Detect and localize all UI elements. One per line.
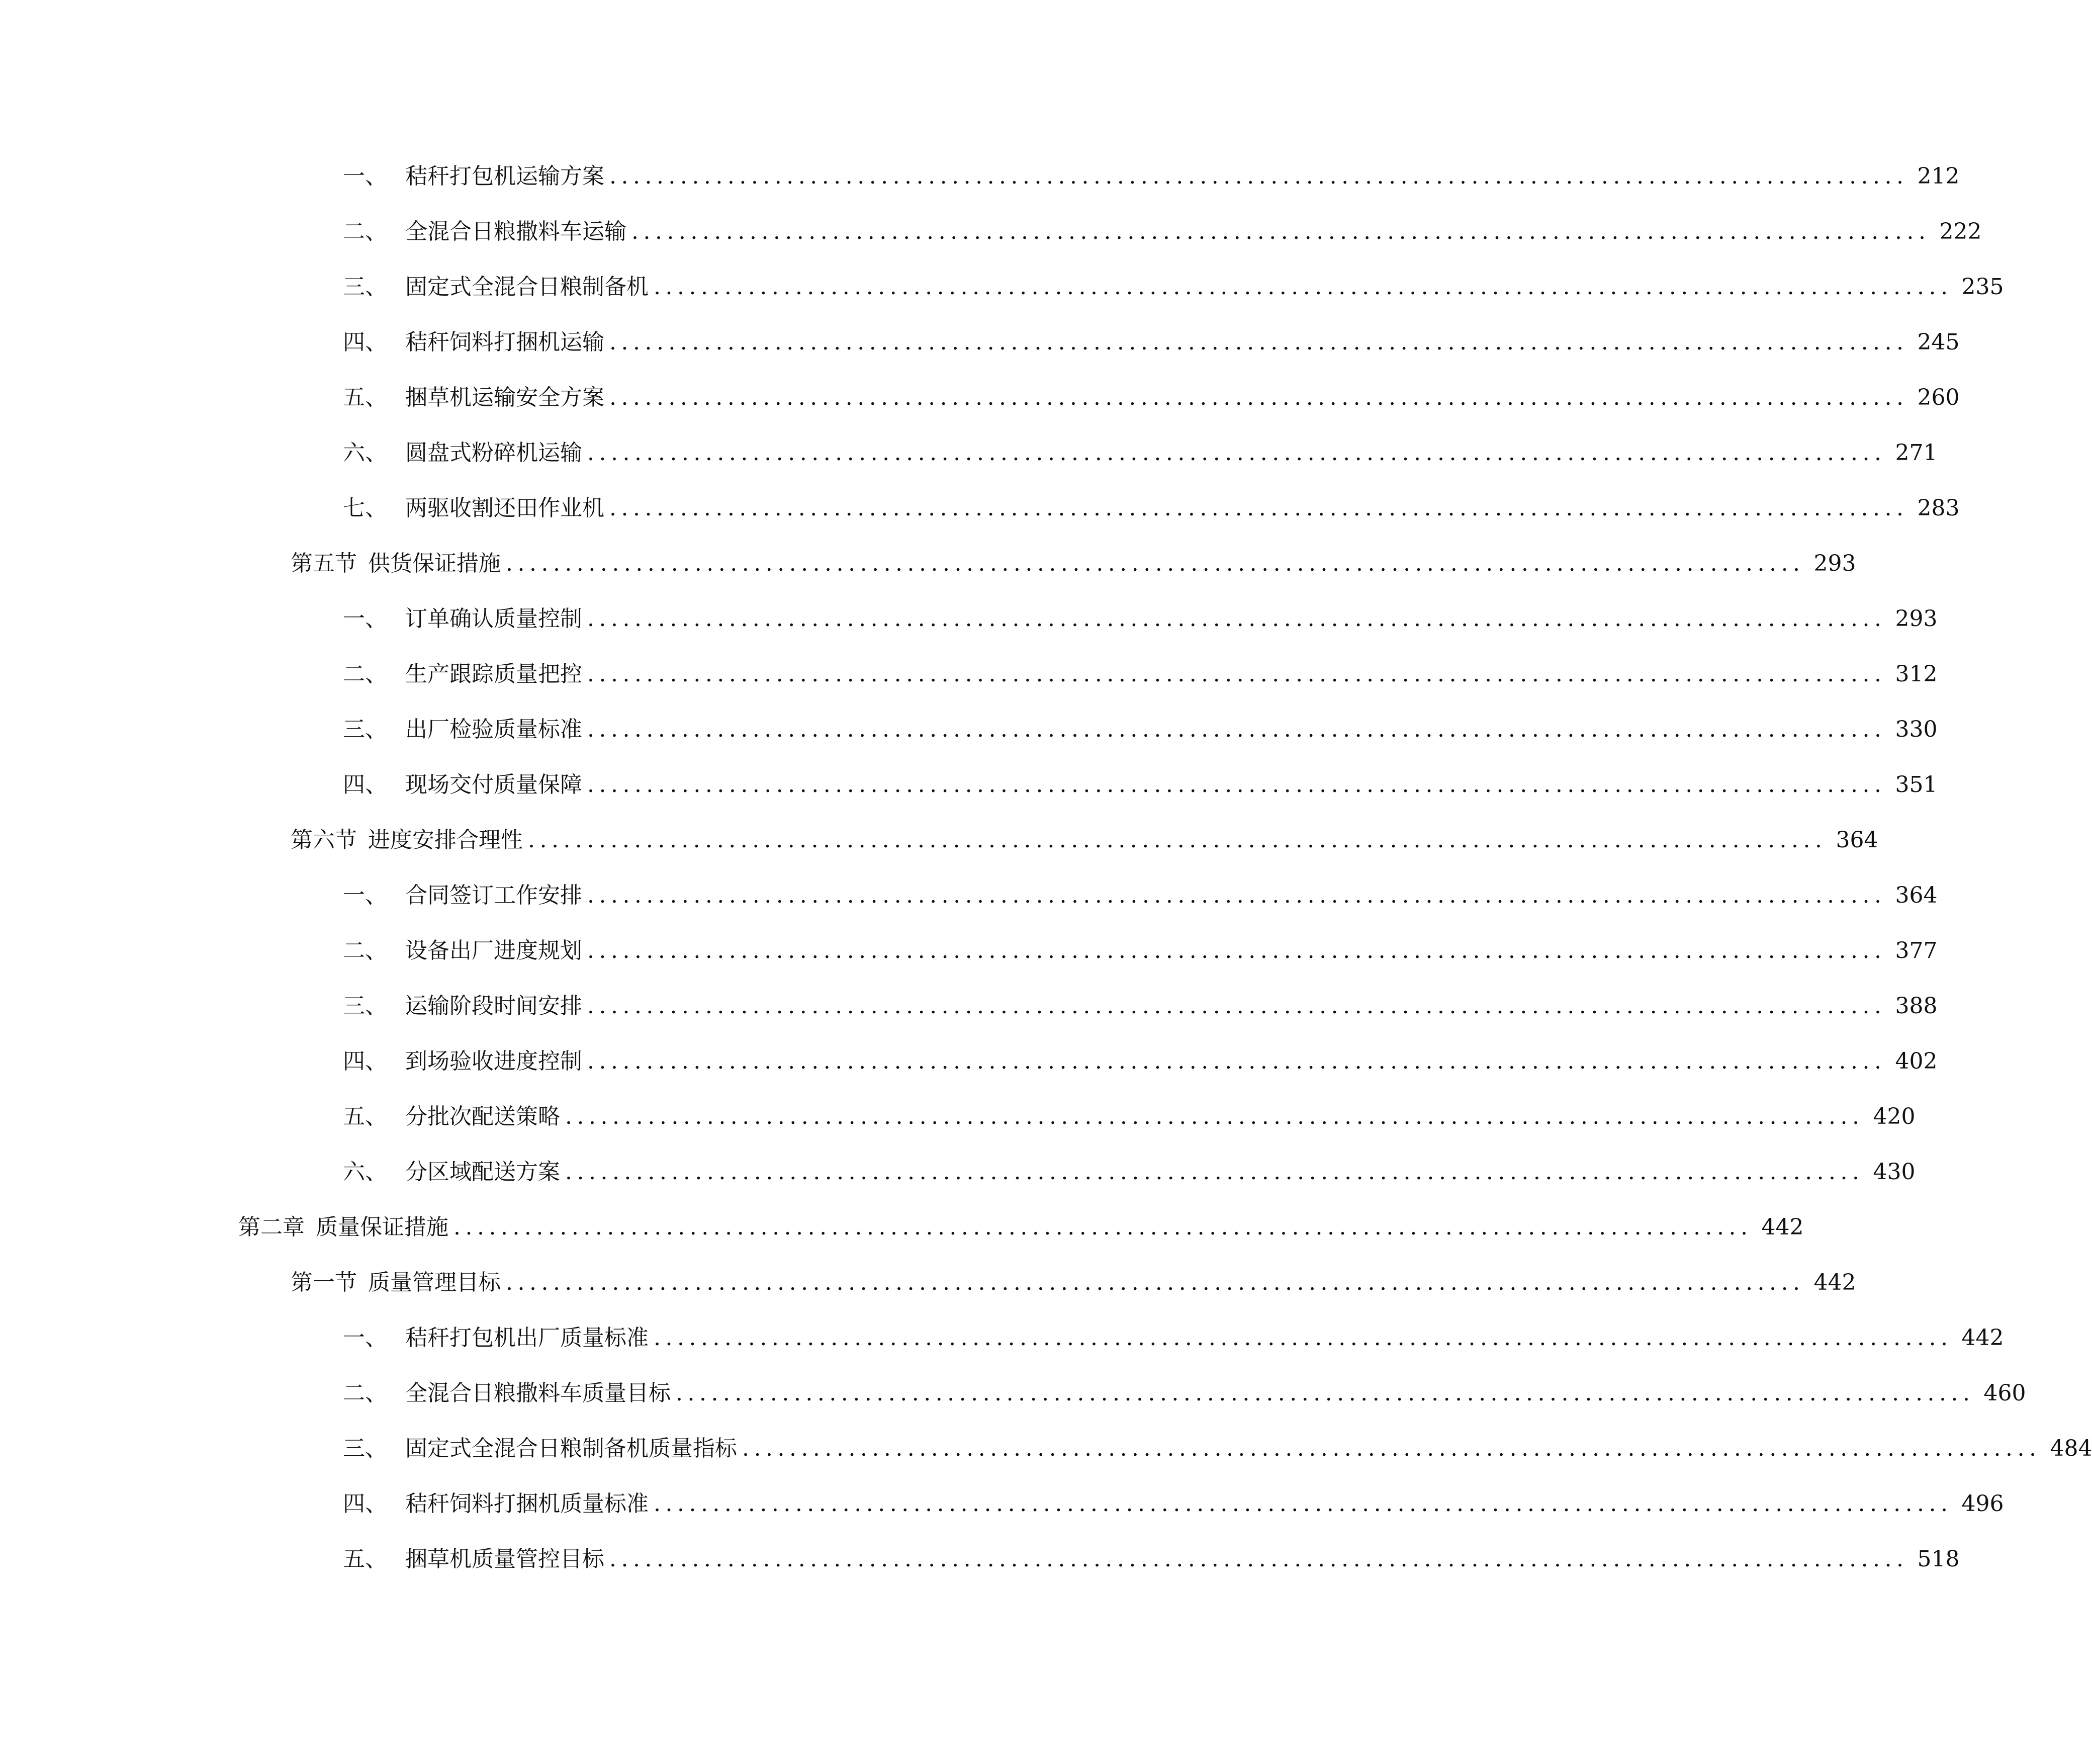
toc-entry[interactable] <box>343 602 1938 636</box>
toc-entry-page: 420 <box>1873 1104 1916 1129</box>
toc-entry-number: 四、 <box>343 329 387 355</box>
toc-entry-number: 六、 <box>343 1159 387 1185</box>
toc-entry-title: 固定式全混合日粮制备机质量指标 <box>405 1436 737 1461</box>
dot-leader: .............................................................................................................. <box>587 772 1886 798</box>
toc-entry[interactable] <box>343 713 1938 746</box>
toc-entry-page: 442 <box>1961 1325 2004 1351</box>
dot-leader: .............................................................................................................. <box>676 1380 1975 1406</box>
toc-entry-page: 402 <box>1895 1048 1938 1074</box>
toc-entry-number: 三、 <box>343 1436 387 1461</box>
toc-entry[interactable] <box>343 768 1938 802</box>
toc-entry-title: 质量保证措施 <box>316 1214 448 1240</box>
dot-leader: .............................................................................................................. <box>609 329 1908 355</box>
toc-entry-page: 364 <box>1836 827 1878 853</box>
dot-leader: .............................................................................................................. <box>565 1104 1864 1129</box>
toc-entry-page: 293 <box>1895 606 1938 632</box>
toc-entry[interactable] <box>343 934 1938 967</box>
toc-entry-page: 222 <box>1939 219 1982 244</box>
toc-entry-page: 351 <box>1895 772 1938 798</box>
toc-entry-number: 四、 <box>343 1048 387 1074</box>
toc-entry-title: 到场验收进度控制 <box>405 1048 582 1074</box>
dot-leader: .............................................................................................................. <box>654 1491 1953 1517</box>
toc-entry[interactable] <box>343 1321 2004 1355</box>
toc-entry-number: 第五节 <box>291 551 357 576</box>
toc-entry[interactable] <box>291 824 1878 857</box>
toc-entry-title: 运输阶段时间安排 <box>405 993 582 1019</box>
dot-leader: .............................................................................................................. <box>609 1546 1908 1572</box>
toc-entry-page: 460 <box>1983 1380 2026 1406</box>
dot-leader: .............................................................................................................. <box>587 440 1886 466</box>
toc-entry[interactable] <box>343 1432 2092 1465</box>
toc-entry-number: 一、 <box>343 1325 387 1351</box>
dot-leader: .............................................................................................................. <box>587 883 1886 908</box>
toc-entry-number: 二、 <box>343 938 387 963</box>
toc-entry-title: 进度安排合理性 <box>368 827 523 853</box>
toc-entry-title: 固定式全混合日粮制备机 <box>405 274 649 300</box>
toc-entry-page: 271 <box>1895 440 1938 466</box>
toc-entry-title: 秸秆打包机运输方案 <box>405 163 604 189</box>
toc-entry[interactable] <box>343 271 2004 304</box>
dot-leader: .............................................................................................................. <box>587 717 1886 742</box>
toc-entry-page: 260 <box>1917 385 1960 410</box>
toc-entry-number: 二、 <box>343 219 387 244</box>
toc-entry-title: 秸秆打包机出厂质量标准 <box>405 1325 649 1351</box>
toc-entry-number: 第一节 <box>291 1270 357 1295</box>
toc-entry[interactable] <box>291 1266 1856 1299</box>
toc-entry-title: 秸秆饲料打捆机质量标准 <box>405 1491 649 1517</box>
toc-entry-page: 484 <box>2050 1436 2092 1461</box>
toc-entry-number: 五、 <box>343 385 387 410</box>
toc-entry-number: 二、 <box>343 1380 387 1406</box>
toc-entry-title: 捆草机运输安全方案 <box>405 385 604 410</box>
toc-entry[interactable] <box>343 990 1938 1023</box>
toc-entry-title: 两驱收割还田作业机 <box>405 495 604 521</box>
toc-entry[interactable] <box>343 492 1960 525</box>
toc-entry-number: 四、 <box>343 1491 387 1517</box>
toc-entry-page: 212 <box>1917 163 1960 189</box>
dot-leader: .............................................................................................................. <box>742 1436 2041 1461</box>
toc-entry-title: 供货保证措施 <box>368 551 501 576</box>
toc-entry-title: 出厂检验质量标准 <box>405 717 582 742</box>
toc-entry[interactable] <box>343 1156 1916 1189</box>
dot-leader: .............................................................................................................. <box>631 219 1931 244</box>
toc-entry-title: 全混合日粮撒料车质量目标 <box>405 1380 671 1406</box>
toc-entry-title: 订单确认质量控制 <box>405 606 582 632</box>
toc-entry[interactable] <box>343 879 1938 912</box>
dot-leader: .............................................................................................................. <box>506 551 1805 576</box>
toc-entry-title: 质量管理目标 <box>368 1270 501 1295</box>
toc-entry-number: 六、 <box>343 440 387 466</box>
toc-entry-title: 分区域配送方案 <box>405 1159 560 1185</box>
toc-entry-title: 合同签订工作安排 <box>405 883 582 908</box>
dot-leader: .............................................................................................................. <box>654 274 1953 300</box>
toc-entry-page: 312 <box>1895 661 1938 687</box>
toc-entry[interactable] <box>343 1487 2004 1521</box>
toc-entry-number: 一、 <box>343 883 387 908</box>
toc-entry-page: 364 <box>1895 883 1938 908</box>
toc-entry-page: 377 <box>1895 938 1938 963</box>
toc-entry-number: 三、 <box>343 717 387 742</box>
toc-entry-page: 442 <box>1813 1270 1856 1295</box>
toc-entry-page: 496 <box>1961 1491 2004 1517</box>
toc-entry-page: 293 <box>1813 551 1856 576</box>
toc-entry-title: 全混合日粮撒料车运输 <box>405 219 626 244</box>
dot-leader: .............................................................................................................. <box>587 661 1886 687</box>
toc-entry-title: 生产跟踪质量把控 <box>405 661 582 687</box>
toc-entry-page: 235 <box>1961 274 2004 300</box>
toc-entry-page: 442 <box>1761 1214 1804 1240</box>
dot-leader: .............................................................................................................. <box>654 1325 1953 1351</box>
dot-leader: .............................................................................................................. <box>609 163 1908 189</box>
dot-leader: .............................................................................................................. <box>587 1048 1886 1074</box>
toc-entry[interactable] <box>343 381 1960 414</box>
toc-entry[interactable] <box>343 1377 2026 1410</box>
toc-entry-number: 五、 <box>343 1104 387 1129</box>
dot-leader: .............................................................................................................. <box>587 993 1886 1019</box>
toc-entry[interactable] <box>343 1100 1916 1133</box>
toc-entry-number: 第六节 <box>291 827 357 853</box>
toc-entry[interactable] <box>343 160 1960 193</box>
dot-leader: .............................................................................................................. <box>528 827 1827 853</box>
toc-entry[interactable] <box>343 1045 1938 1078</box>
toc-entry-number: 四、 <box>343 772 387 798</box>
toc-entry-title: 捆草机质量管控目标 <box>405 1546 604 1572</box>
toc-entry[interactable] <box>343 1543 1960 1576</box>
dot-leader: .............................................................................................................. <box>506 1270 1805 1295</box>
toc-entry-page: 518 <box>1917 1546 1960 1572</box>
toc-entry-title: 分批次配送策略 <box>405 1104 560 1129</box>
toc-entry-number: 五、 <box>343 1546 387 1572</box>
toc-entry-page: 430 <box>1873 1159 1916 1185</box>
toc-entry-number: 第二章 <box>238 1214 305 1240</box>
toc-entry-number: 二、 <box>343 661 387 687</box>
toc-entry-page: 330 <box>1895 717 1938 742</box>
toc-entry-title: 设备出厂进度规划 <box>405 938 582 963</box>
toc-entry-title: 圆盘式粉碎机运输 <box>405 440 582 466</box>
toc-entry[interactable] <box>343 215 1982 248</box>
toc-entry-number: 一、 <box>343 606 387 632</box>
dot-leader: .............................................................................................................. <box>587 606 1886 632</box>
dot-leader: .............................................................................................................. <box>609 495 1908 521</box>
toc-entry-title: 现场交付质量保障 <box>405 772 582 798</box>
toc-entry-title: 秸秆饲料打捆机运输 <box>405 329 604 355</box>
toc-entry[interactable] <box>343 326 1960 359</box>
toc-entry-page: 388 <box>1895 993 1938 1019</box>
toc-entry-page: 283 <box>1917 495 1960 521</box>
toc-entry[interactable] <box>343 436 1938 470</box>
toc-entry-number: 七、 <box>343 495 387 521</box>
dot-leader: .............................................................................................................. <box>609 385 1908 410</box>
dot-leader: .............................................................................................................. <box>565 1159 1864 1185</box>
dot-leader: .............................................................................................................. <box>453 1214 1753 1240</box>
toc-entry-number: 三、 <box>343 993 387 1019</box>
toc-entry-number: 一、 <box>343 163 387 189</box>
toc-entry[interactable] <box>238 1211 1804 1244</box>
dot-leader: .............................................................................................................. <box>587 938 1886 963</box>
toc-entry-number: 三、 <box>343 274 387 300</box>
toc-entry[interactable] <box>343 658 1938 691</box>
toc-entry[interactable] <box>291 547 1856 580</box>
toc-entry-page: 245 <box>1917 329 1960 355</box>
